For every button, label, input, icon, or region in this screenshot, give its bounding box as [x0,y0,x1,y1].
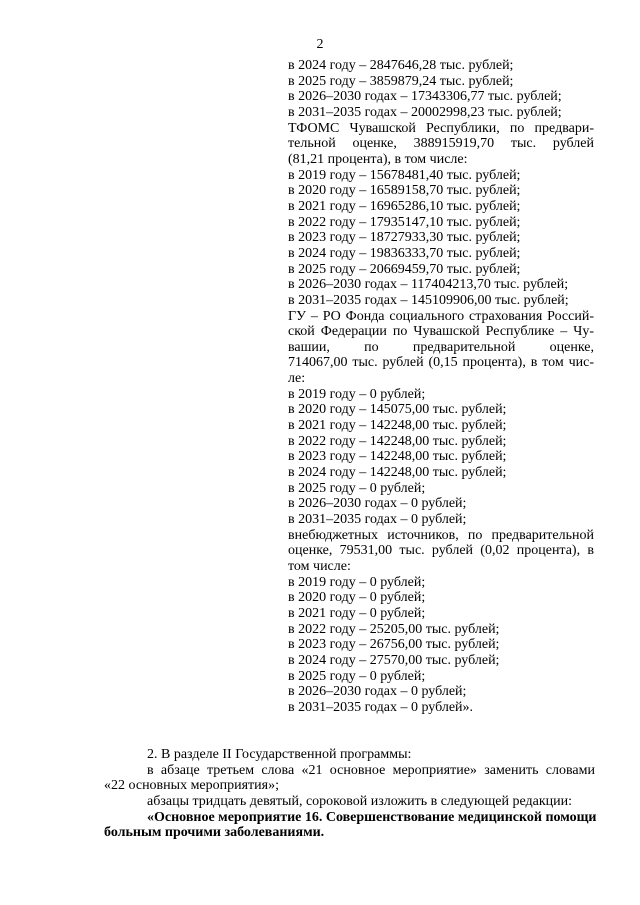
financing-line: 714067,00 тыс. рублей (0,15 процента), в том чис- [288,355,594,371]
financing-line: в 2024 году – 27570,00 тыс. рублей; [288,652,500,668]
financing-line: внебюджетных источников, по предварительной [288,527,594,543]
financing-line: в 2026–2030 годах – 0 рублей; [288,684,467,700]
financing-line: в 2019 году – 15678481,40 тыс. рублей; [288,167,521,183]
financing-line: в 2031–2035 годах – 20002998,23 тыс. рублей; [288,104,562,120]
financing-line: оценке, 79531,00 тыс. рублей (0,02 процента), в [288,543,594,559]
financing-line: в 2023 году – 26756,00 тыс. рублей; [288,637,500,653]
financing-line: в 2025 году – 3859879,24 тыс. рублей; [288,73,514,89]
financing-line: (81,21 процента), в том числе: [288,151,468,167]
financing-line: в 2025 году – 0 рублей; [288,668,426,684]
financing-line: ТФОМС Чувашской Республики, по предвари- [288,120,594,136]
financing-line: в 2021 году – 0 рублей; [288,605,426,621]
financing-line: в 2026–2030 годах – 17343306,77 тыс. рублей; [288,89,562,105]
paragraph-line: абзацы тридцать девятый, сороковой изложить в следующей редакции: [147,793,573,809]
financing-line: в 2031–2035 годах – 0 рублей». [288,699,474,715]
financing-line: в 2026–2030 годах – 117404213,70 тыс. рублей; [288,277,569,293]
financing-line: в 2020 году – 0 рублей; [288,590,426,606]
financing-line: ле: [288,371,306,387]
financing-line: в 2031–2035 годах – 145109906,00 тыс. рублей; [288,292,569,308]
paragraph-line: в абзаце третьем слова «21 основное мероприятие» заменить словами [147,762,595,778]
financing-line: вашии, по предварительной оценке, [288,339,594,355]
financing-line: в 2025 году – 0 рублей; [288,480,426,496]
financing-line: в 2022 году – 17935147,10 тыс. рублей; [288,214,521,230]
financing-line: в 2021 году – 142248,00 тыс. рублей; [288,418,507,434]
financing-line: в 2022 году – 142248,00 тыс. рублей; [288,433,507,449]
financing-line: в 2031–2035 годах – 0 рублей; [288,512,467,528]
financing-list [288,58,594,716]
financing-line: в 2020 году – 16589158,70 тыс. рублей; [288,183,521,199]
financing-line: в 2020 году – 145075,00 тыс. рублей; [288,402,507,418]
financing-line: в 2026–2030 годах – 0 рублей; [288,496,467,512]
financing-line: в 2019 году – 0 рублей; [288,386,426,402]
financing-line: в 2023 году – 18727933,30 тыс. рублей; [288,230,521,246]
financing-line: в 2024 году – 142248,00 тыс. рублей; [288,465,507,481]
paragraph-line: «Основное мероприятие 16. Совершенствование медицинской помощи [147,809,597,825]
paragraph-line: больным прочими заболеваниями. [104,825,325,841]
financing-line: в 2019 году – 0 рублей; [288,574,426,590]
financing-line: ГУ – РО Фонда социального страхования Россий- [288,308,594,324]
financing-line: в 2025 году – 20669459,70 тыс. рублей; [288,261,521,277]
financing-line: тельной оценке, 388915919,70 тыс. рублей [288,136,594,152]
financing-line: в 2024 году – 19836333,70 тыс. рублей; [288,245,521,261]
financing-line: ской Федерации по Чувашской Республике – Чу- [288,324,594,340]
financing-line: том числе: [288,559,351,574]
financing-line: в 2024 году – 2847646,28 тыс. рублей; [288,58,514,73]
financing-line: в 2022 году – 25205,00 тыс. рублей; [288,621,500,637]
financing-line: в 2021 году – 16965286,10 тыс. рублей; [288,198,521,214]
amendment-section [104,747,597,841]
page-number: 2 [316,37,324,52]
financing-line: в 2023 году – 142248,00 тыс. рублей; [288,449,507,465]
item-heading: 2. В разделе II Государственной программы: [147,747,412,762]
paragraph-line: «22 основных мероприятия»; [104,778,279,794]
